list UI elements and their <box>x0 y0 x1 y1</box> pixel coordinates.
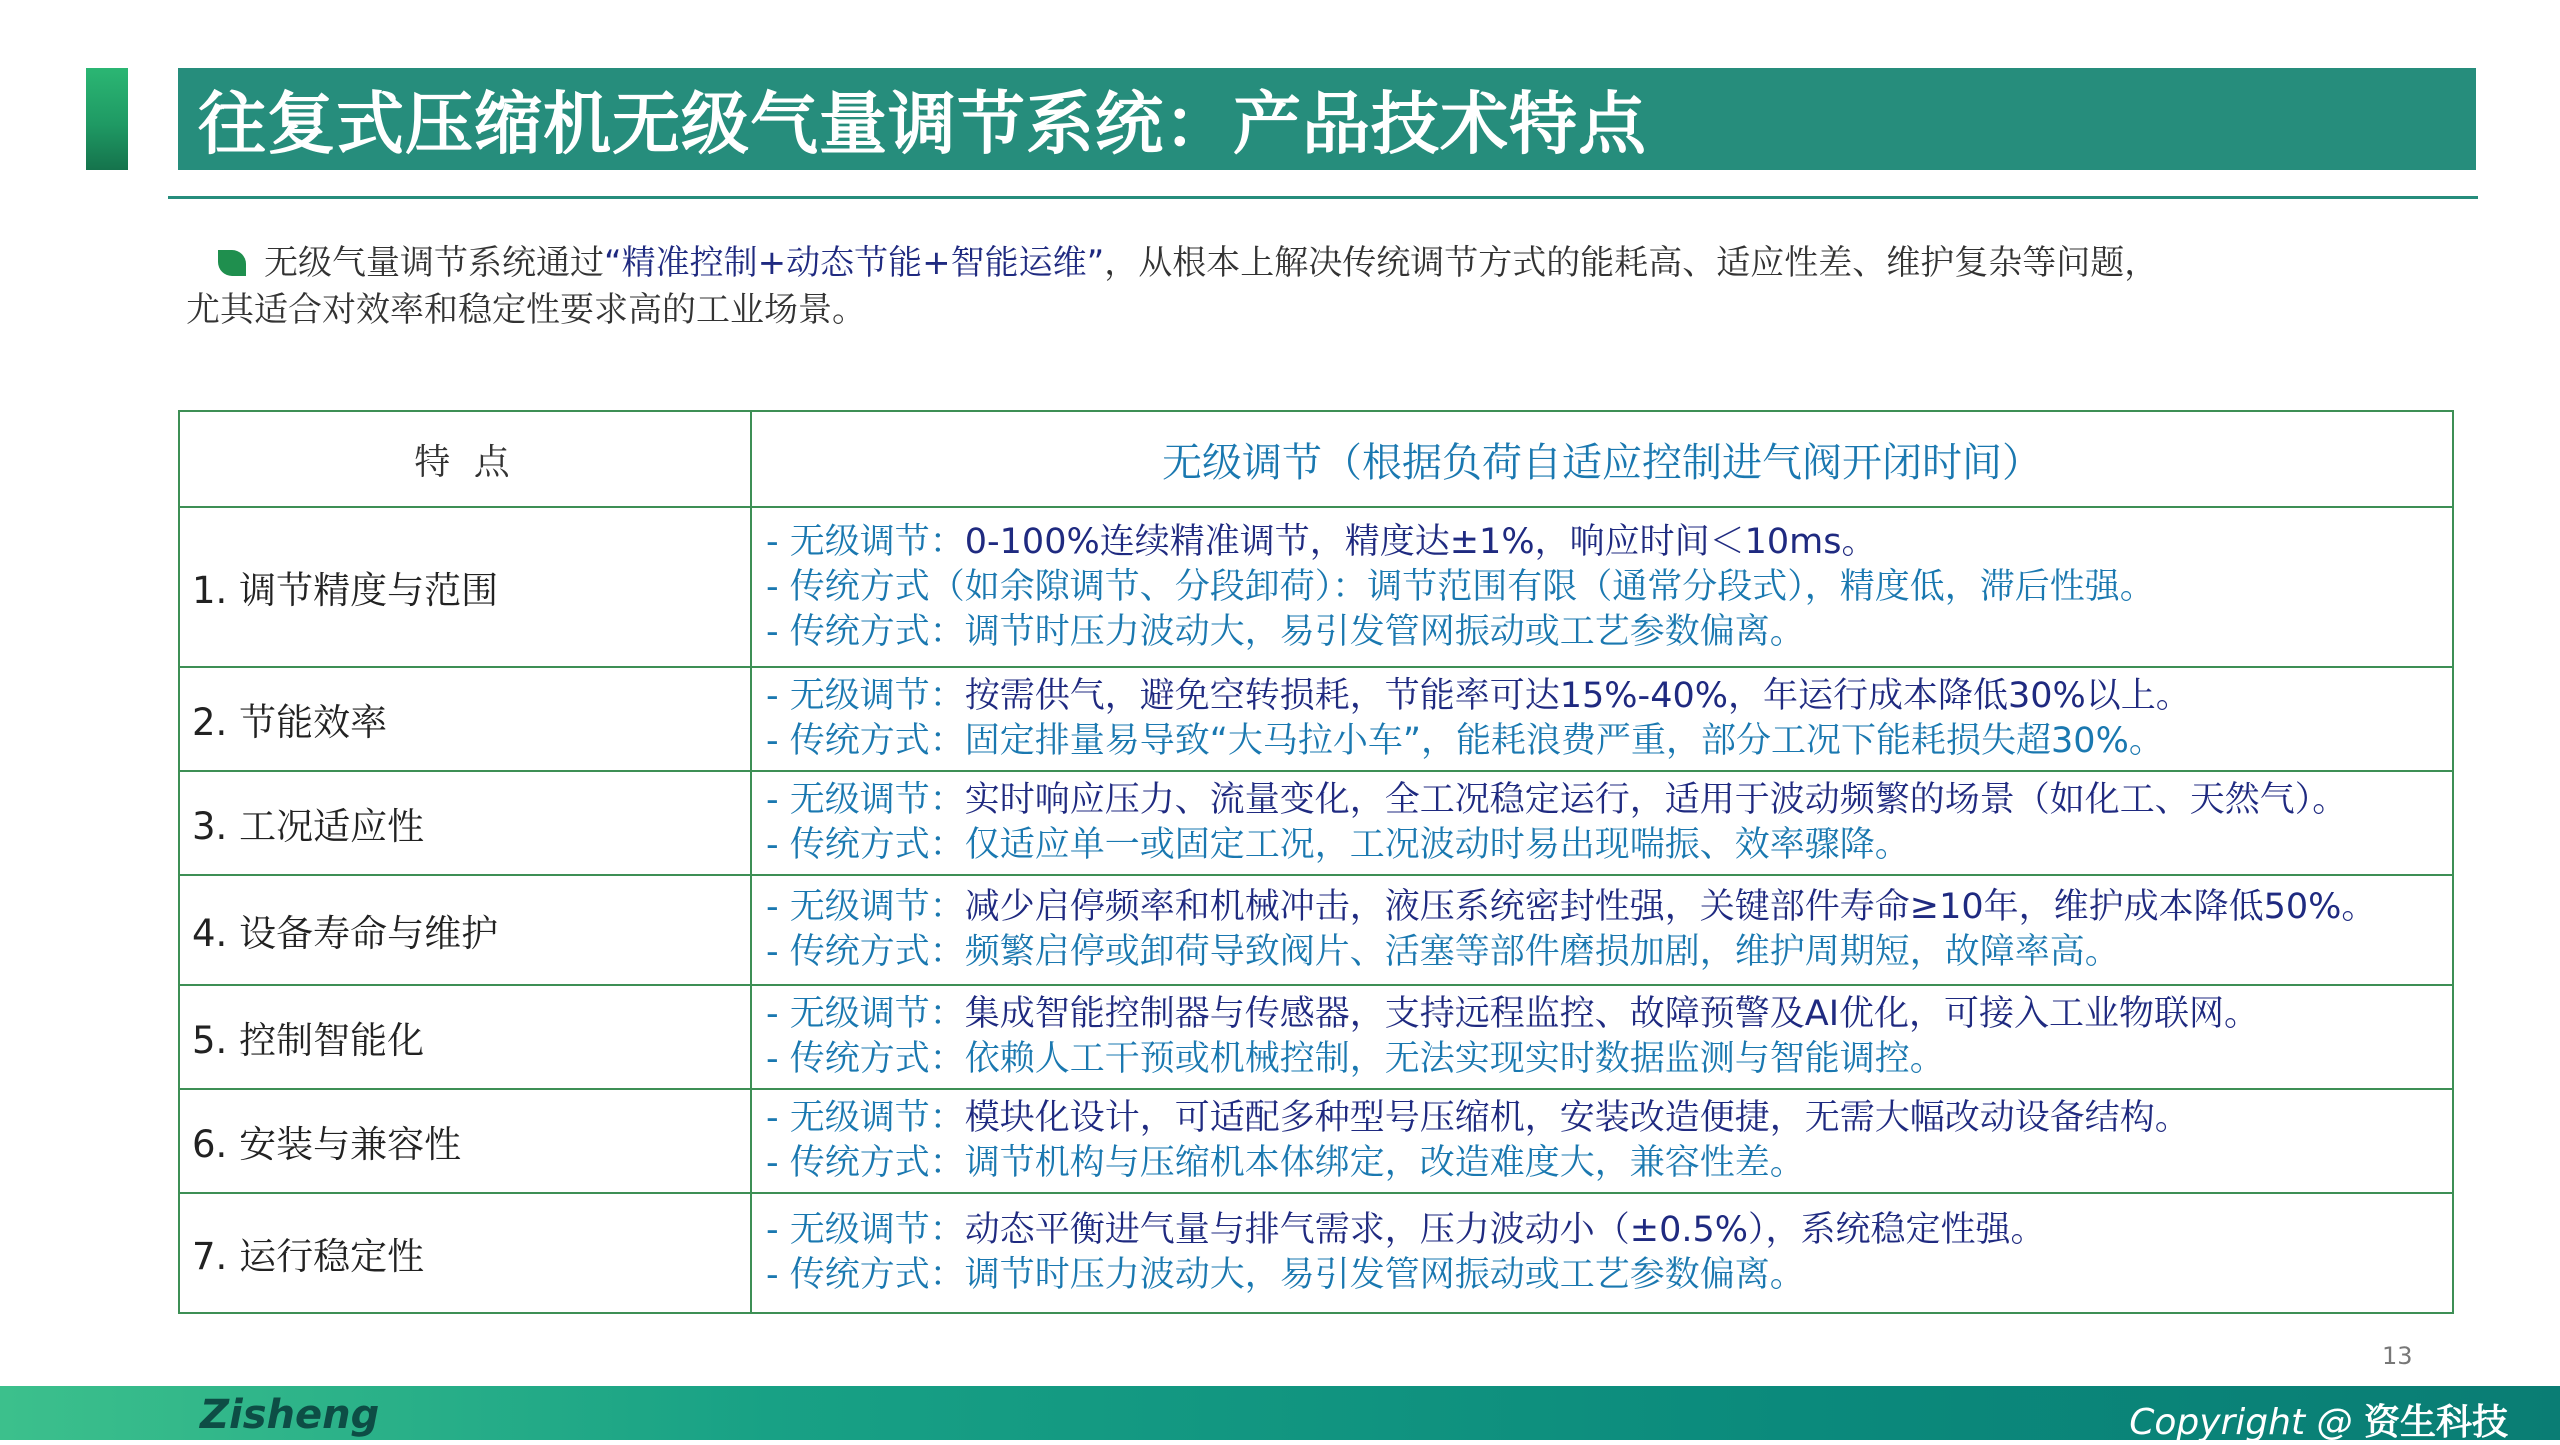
footer-brand: Zisheng <box>200 1392 380 1438</box>
table-row <box>179 771 2453 875</box>
line-prefix: - 无级调节： <box>766 521 965 562</box>
line-text: 模块化设计，可适配多种型号压缩机，安装改造便捷，无需大幅改动设备结构。 <box>964 1098 2190 1138</box>
traditional-line <box>766 610 2452 655</box>
line-text: 减少启停频率和机械冲击，液压系统密封性强，关键部件寿命≥10年，维护成本降低50%。 <box>964 887 2377 927</box>
line-prefix: - 传统方式： <box>766 1255 965 1295</box>
description-cell <box>751 667 2453 771</box>
traditional-line <box>766 1037 2452 1082</box>
feature-cell: 6. 安装与兼容性 <box>179 1089 751 1193</box>
line-prefix: - 无级调节： <box>766 994 965 1034</box>
traditional-line <box>766 1141 2452 1186</box>
intro-paragraph <box>186 240 2366 334</box>
table-header-row <box>179 411 2453 507</box>
header-mode: 无级调节（根据负荷自适应控制进气阀开闭时间） <box>751 411 2453 507</box>
feature-cell: 5. 控制智能化 <box>179 985 751 1089</box>
line-text: 依赖人工干预或机械控制，无法实现实时数据监测与智能调控。 <box>964 1039 1945 1079</box>
description-cell <box>751 1089 2453 1193</box>
line-prefix: - 无级调节： <box>766 1210 965 1250</box>
footer-bar <box>0 1386 2560 1443</box>
line-text: 调节机构与压缩机本体绑定，改造难度大，兼容性差。 <box>964 1143 1805 1183</box>
title-accent-block <box>86 68 128 170</box>
features-table <box>178 410 2454 1314</box>
line-prefix: - 无级调节： <box>766 1098 965 1138</box>
line-prefix: - 传统方式： <box>766 1039 965 1079</box>
line-prefix: - 无级调节： <box>766 887 965 927</box>
intro-line2: 尤其适合对效率和稳定性要求高的工业场景。 <box>186 290 866 330</box>
feature-cell: 1. 调节精度与范围 <box>179 507 751 667</box>
stepless-line <box>766 1096 2452 1141</box>
title-bar <box>178 68 2476 170</box>
copyright-text: Copyright @ <box>2129 1402 2364 1443</box>
stepless-line <box>766 885 2452 930</box>
traditional-line <box>766 565 2452 610</box>
line-prefix: - 传统方式： <box>766 721 965 761</box>
feature-cell: 4. 设备寿命与维护 <box>179 875 751 985</box>
feature-cell: 2. 节能效率 <box>179 667 751 771</box>
table-row <box>179 875 2453 985</box>
stepless-line <box>766 778 2452 823</box>
line-prefix: - 无级调节： <box>766 676 965 716</box>
line-text: 调节时压力波动大，易引发管网振动或工艺参数偏离。 <box>964 1255 1805 1295</box>
line-text: 调节范围有限（通常分段式），精度低，滞后性强。 <box>1367 566 2155 607</box>
intro-rest: ，从根本上解决传统调节方式的能耗高、适应性差、维护复杂等问题， <box>1104 243 2159 283</box>
line-text: 固定排量易导致“大马拉小车”，能耗浪费严重，部分工况下能耗损失超30%。 <box>964 721 2164 761</box>
line-prefix: - 传统方式： <box>766 611 965 652</box>
line-prefix: - 传统方式： <box>766 1143 965 1183</box>
description-cell <box>751 985 2453 1089</box>
table-row <box>179 1193 2453 1313</box>
leaf-bullet-icon <box>218 250 246 276</box>
line-text: 0-100%连续精准调节，精度达±1%，响应时间＜10ms。 <box>964 521 1877 562</box>
line-text: 集成智能控制器与传感器，支持远程监控、故障预警及AI优化，可接入工业物联网。 <box>964 994 2260 1034</box>
traditional-line <box>766 719 2452 764</box>
traditional-line <box>766 930 2452 975</box>
description-cell <box>751 507 2453 667</box>
description-cell <box>751 875 2453 985</box>
line-text: 按需供气，避免空转损耗，节能率可达15%-40%，年运行成本降低30%以上。 <box>964 676 2191 716</box>
feature-cell: 3. 工况适应性 <box>179 771 751 875</box>
line-prefix: - 传统方式： <box>766 932 965 972</box>
table-row <box>179 985 2453 1089</box>
line-text: 动态平衡进气量与排气需求，压力波动小（±0.5%），系统稳定性强。 <box>964 1210 2046 1250</box>
stepless-line <box>766 520 2452 565</box>
description-cell <box>751 771 2453 875</box>
page-number: 13 <box>2382 1342 2413 1370</box>
feature-cell: 7. 运行稳定性 <box>179 1193 751 1313</box>
line-text: 实时响应压力、流量变化，全工况稳定运行，适用于波动频繁的场景（如化工、天然气）。 <box>964 780 2348 820</box>
footer-copyright <box>2129 1394 2508 1445</box>
line-text: 频繁启停或卸荷导致阀片、活塞等部件磨损加剧，维护周期短，故障率高。 <box>964 932 2120 972</box>
intro-lead: 无级气量调节系统通过 <box>264 243 604 283</box>
stepless-line <box>766 1208 2452 1253</box>
table-row <box>179 507 2453 667</box>
stepless-line <box>766 992 2452 1037</box>
title-divider <box>168 196 2478 199</box>
page-title: 往复式压缩机无级气量调节系统：产品技术特点 <box>198 85 1648 165</box>
table-row <box>179 667 2453 771</box>
line-prefix: - 传统方式（如余隙调节、分段卸荷）： <box>766 566 1368 607</box>
intro-highlight: “精准控制+动态节能+智能运维” <box>604 243 1105 283</box>
company-name: 资生科技 <box>2363 1402 2508 1443</box>
line-text: 调节时压力波动大，易引发管网振动或工艺参数偏离。 <box>964 611 1805 652</box>
table-row <box>179 1089 2453 1193</box>
traditional-line <box>766 823 2452 868</box>
line-prefix: - 无级调节： <box>766 780 965 820</box>
line-prefix: - 传统方式： <box>766 825 965 865</box>
table-body <box>179 507 2453 1313</box>
description-cell <box>751 1193 2453 1313</box>
line-text: 仅适应单一或固定工况，工况波动时易出现喘振、效率骤降。 <box>964 825 1910 865</box>
header-feature: 特 点 <box>179 411 751 507</box>
traditional-line <box>766 1253 2452 1298</box>
stepless-line <box>766 674 2452 719</box>
